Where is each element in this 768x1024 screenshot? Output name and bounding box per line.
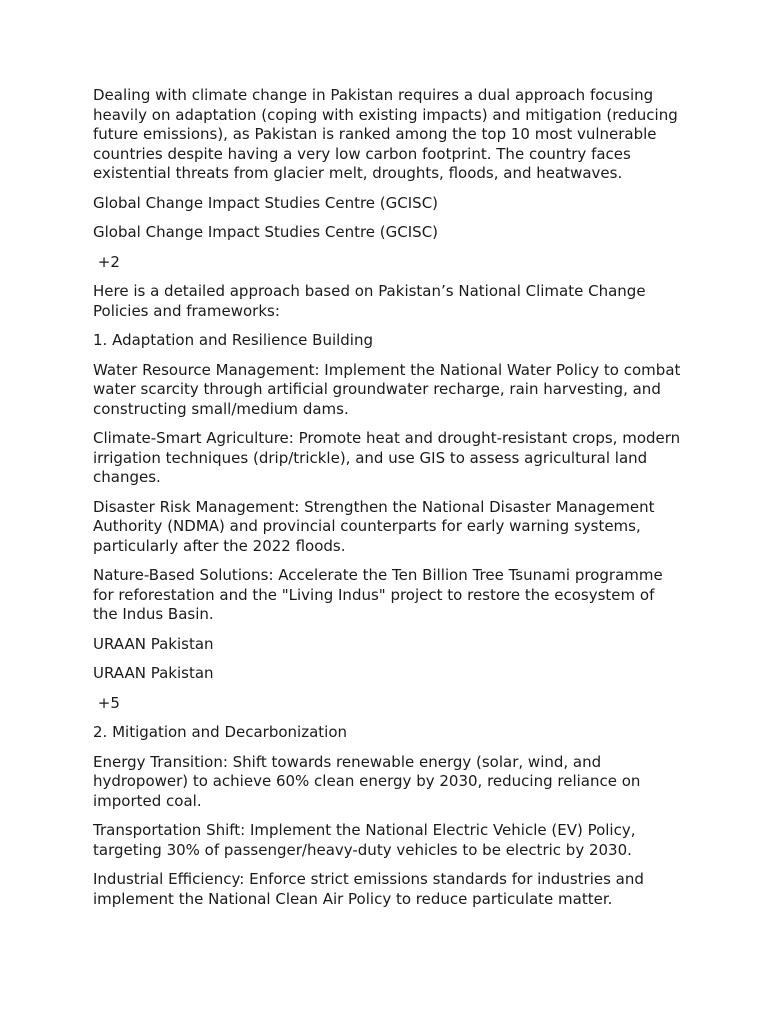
source-label: Global Change Impact Studies Centre (GCISC) — [93, 223, 439, 241]
intro-paragraph: Dealing with climate change in Pakistan requires a dual approach focusing heavily on adaptation (coping with existing impacts) and mitigation (reducing future emissions), as Pakistan is ranked among the top 10 most vulnerable countries despite having a very low carbon footprint. The country faces existential threats from glacier melt, droughts, floods, and heatwaves. — [93, 86, 678, 182]
source-count: +5 — [93, 693, 120, 712]
industrial-efficiency-paragraph: Industrial Efficiency: Enforce strict emissions standards for industries and implement the National Clean Air Policy to reduce particulate matter. — [93, 870, 644, 908]
source-label: URAAN Pakistan — [93, 664, 214, 682]
disaster-risk-paragraph: Disaster Risk Management: Strengthen the National Disaster Management Authority (NDMA) and provincial counterparts for early warning systems, particularly after the 2022 floods. — [93, 497, 655, 555]
approach-intro-paragraph: Here is a detailed approach based on Pakistan’s National Climate Change Policies and frameworks: — [93, 282, 646, 320]
source-label: URAAN Pakistan — [93, 634, 214, 653]
document-page — [93, 86, 683, 919]
source-label: Global Change Impact Studies Centre (GCISC) — [93, 193, 439, 212]
source-count: +2 — [93, 252, 120, 271]
transportation-paragraph: Transportation Shift: Implement the National Electric Vehicle (EV) Policy, targeting 30% of passenger/heavy-duty vehicles to be electric by 2030. — [93, 821, 636, 859]
agriculture-paragraph: Climate-Smart Agriculture: Promote heat and drought-resistant crops, modern irrigation techniques (drip/trickle), and use GIS to assess agricultural land changes. — [93, 429, 681, 486]
water-resource-paragraph: Water Resource Management: Implement the National Water Policy to combat water scarcity through artificial groundwater recharge, rain harvesting, and constructing small/medium dams. — [93, 360, 681, 418]
section-heading-mitigation: 2. Mitigation and Decarbonization — [93, 723, 347, 741]
nature-based-paragraph: Nature-Based Solutions: Accelerate the Ten Billion Tree Tsunami programme for reforestation and the "Living Indus" project to restore the ecosystem of the Indus Basin. — [93, 566, 663, 623]
energy-transition-paragraph: Energy Transition: Shift towards renewable energy (solar, wind, and hydropower) to achieve 60% clean energy by 2030, reducing reliance on imported coal. — [93, 752, 641, 810]
section-heading-adaptation: 1. Adaptation and Resilience Building — [93, 331, 373, 349]
